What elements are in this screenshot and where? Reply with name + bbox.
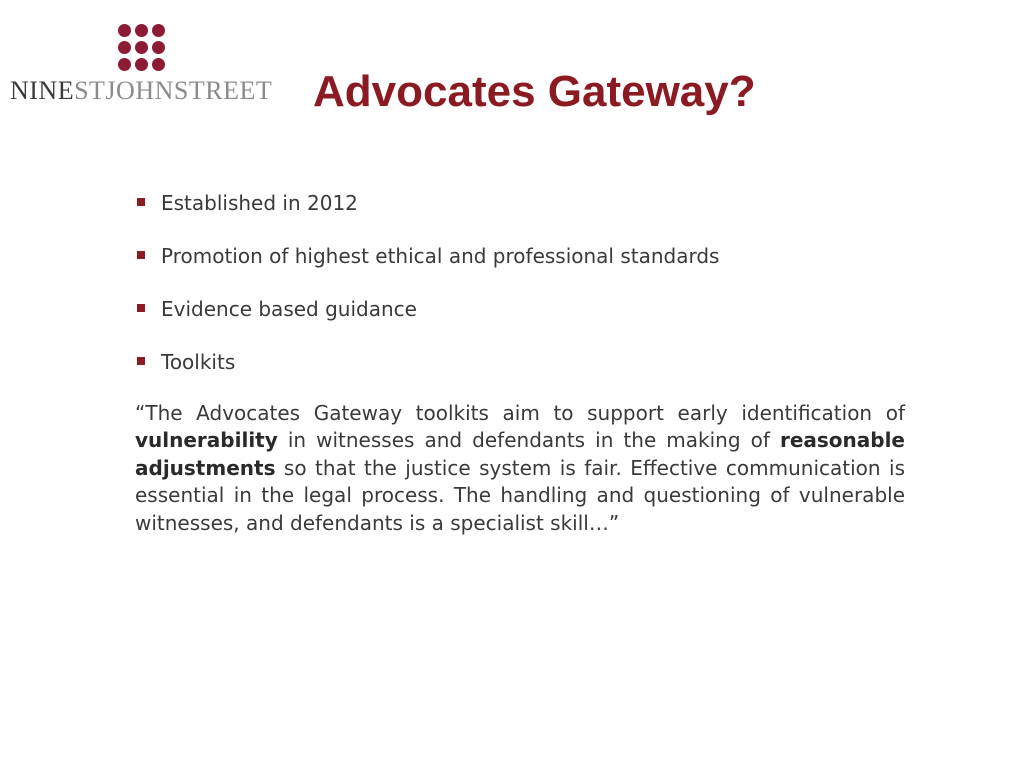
logo-dots-icon: [118, 24, 178, 74]
bullet-text: Evidence based guidance: [161, 297, 417, 321]
bullet-text: Toolkits: [161, 350, 236, 374]
bullet-item: [135, 347, 719, 400]
bullet-text: Established in 2012: [161, 191, 358, 215]
quote-text: in witnesses and defendants in the making of: [277, 428, 780, 453]
quote-text: so that the justice system is fair. Effective communication is essential in the legal process. The handling and questioning of vulnerable witnesses, and defendants is a specialist skill…”: [135, 455, 905, 535]
slide-title: Advocates Gateway?: [313, 67, 756, 116]
bullet-text: Promotion of highest ethical and professional standards: [161, 244, 720, 268]
bullet-item: [135, 188, 719, 241]
bullet-list: [135, 188, 719, 400]
nine-st-john-street-logo: [10, 24, 280, 114]
bullet-item: [135, 241, 719, 294]
quote-paragraph: [135, 400, 905, 537]
bullet-item: [135, 294, 719, 347]
logo-word-nine: NINE: [10, 76, 75, 105]
bullet-square-icon: [137, 251, 145, 259]
bullet-square-icon: [137, 198, 145, 206]
bullet-square-icon: [137, 304, 145, 312]
quote-text: “The Advocates Gateway toolkits aim to support early identification of: [135, 401, 905, 425]
quote-bold-vulnerability: vulnerability: [135, 428, 278, 453]
logo-word-stjohnstreet: STJOHNSTREET: [74, 76, 273, 105]
quote-bold-reasonable-adjustments: reasonable adjustments: [135, 428, 905, 480]
bullet-square-icon: [137, 357, 145, 365]
logo-wordmark: [10, 78, 272, 104]
